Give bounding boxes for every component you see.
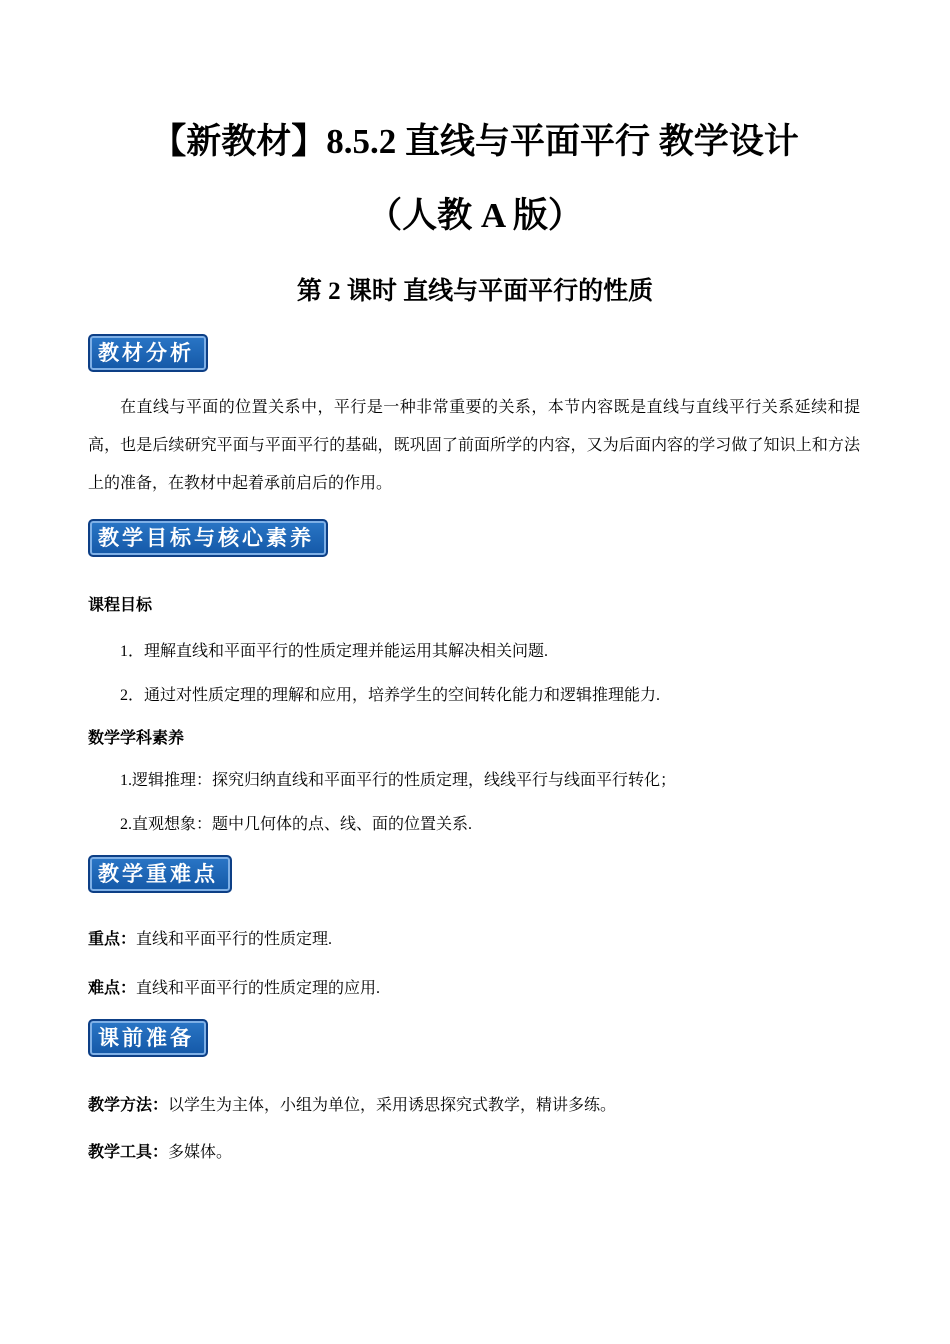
teaching-tools-label: 教学工具： [88, 1144, 169, 1161]
document-title-edition: （人教 A 版） [367, 196, 583, 235]
section-badge-analysis: 教材分析 [88, 334, 208, 372]
key-point-line [88, 928, 868, 952]
teaching-method-text: 以学生为主体，小组为单位，采用诱思探究式教学，精讲多练。 [168, 1097, 617, 1114]
teaching-tools-line [88, 1141, 868, 1165]
difficult-point-text: 直线和平面平行的性质定理的应用. [136, 980, 381, 997]
key-point-label: 重点： [88, 931, 137, 948]
teaching-tools-text: 多媒体。 [168, 1144, 233, 1161]
key-point-text: 直线和平面平行的性质定理. [136, 931, 333, 948]
analysis-paragraph: 在直线与平面的位置关系中，平行是一种非常重要的关系，本节内容既是直线与直线平行关系延续和提高，也是后续研究平面与平面平行的基础，既巩固了前面所学的内容，又为后面内容的学习做了知识上和方法上的准备，在教材中起着承前启后的作用。 [88, 399, 860, 492]
course-goal-item: 2．通过对性质定理的理解和应用，培养学生的空间转化能力和逻辑推理能力. [120, 687, 661, 704]
literacy-item: 1.逻辑推理：探究归纳直线和平面平行的性质定理，线线平行与线面平行转化； [120, 772, 677, 789]
course-goals-heading: 课程目标 [88, 597, 153, 614]
lesson-subtitle: 第 2 课时 直线与平面平行的性质 [296, 278, 654, 305]
literacy-heading: 数学学科素养 [88, 730, 185, 747]
teaching-method-label: 教学方法： [88, 1097, 169, 1114]
difficult-point-label: 难点： [88, 980, 137, 997]
section-badge-preparation: 课前准备 [88, 1019, 208, 1057]
document-title: 【新教材】8.5.2 直线与平面平行 教学设计 [151, 122, 799, 161]
difficult-point-line [88, 977, 868, 1001]
section-badge-goals: 教学目标与核心素养 [88, 519, 328, 557]
literacy-item: 2.直观想象：题中几何体的点、线、面的位置关系. [120, 816, 473, 833]
section-badge-key-points: 教学重难点 [88, 855, 232, 893]
teaching-method-line [88, 1094, 868, 1118]
course-goal-item: 1．理解直线和平面平行的性质定理并能运用其解决相关问题. [120, 643, 549, 660]
